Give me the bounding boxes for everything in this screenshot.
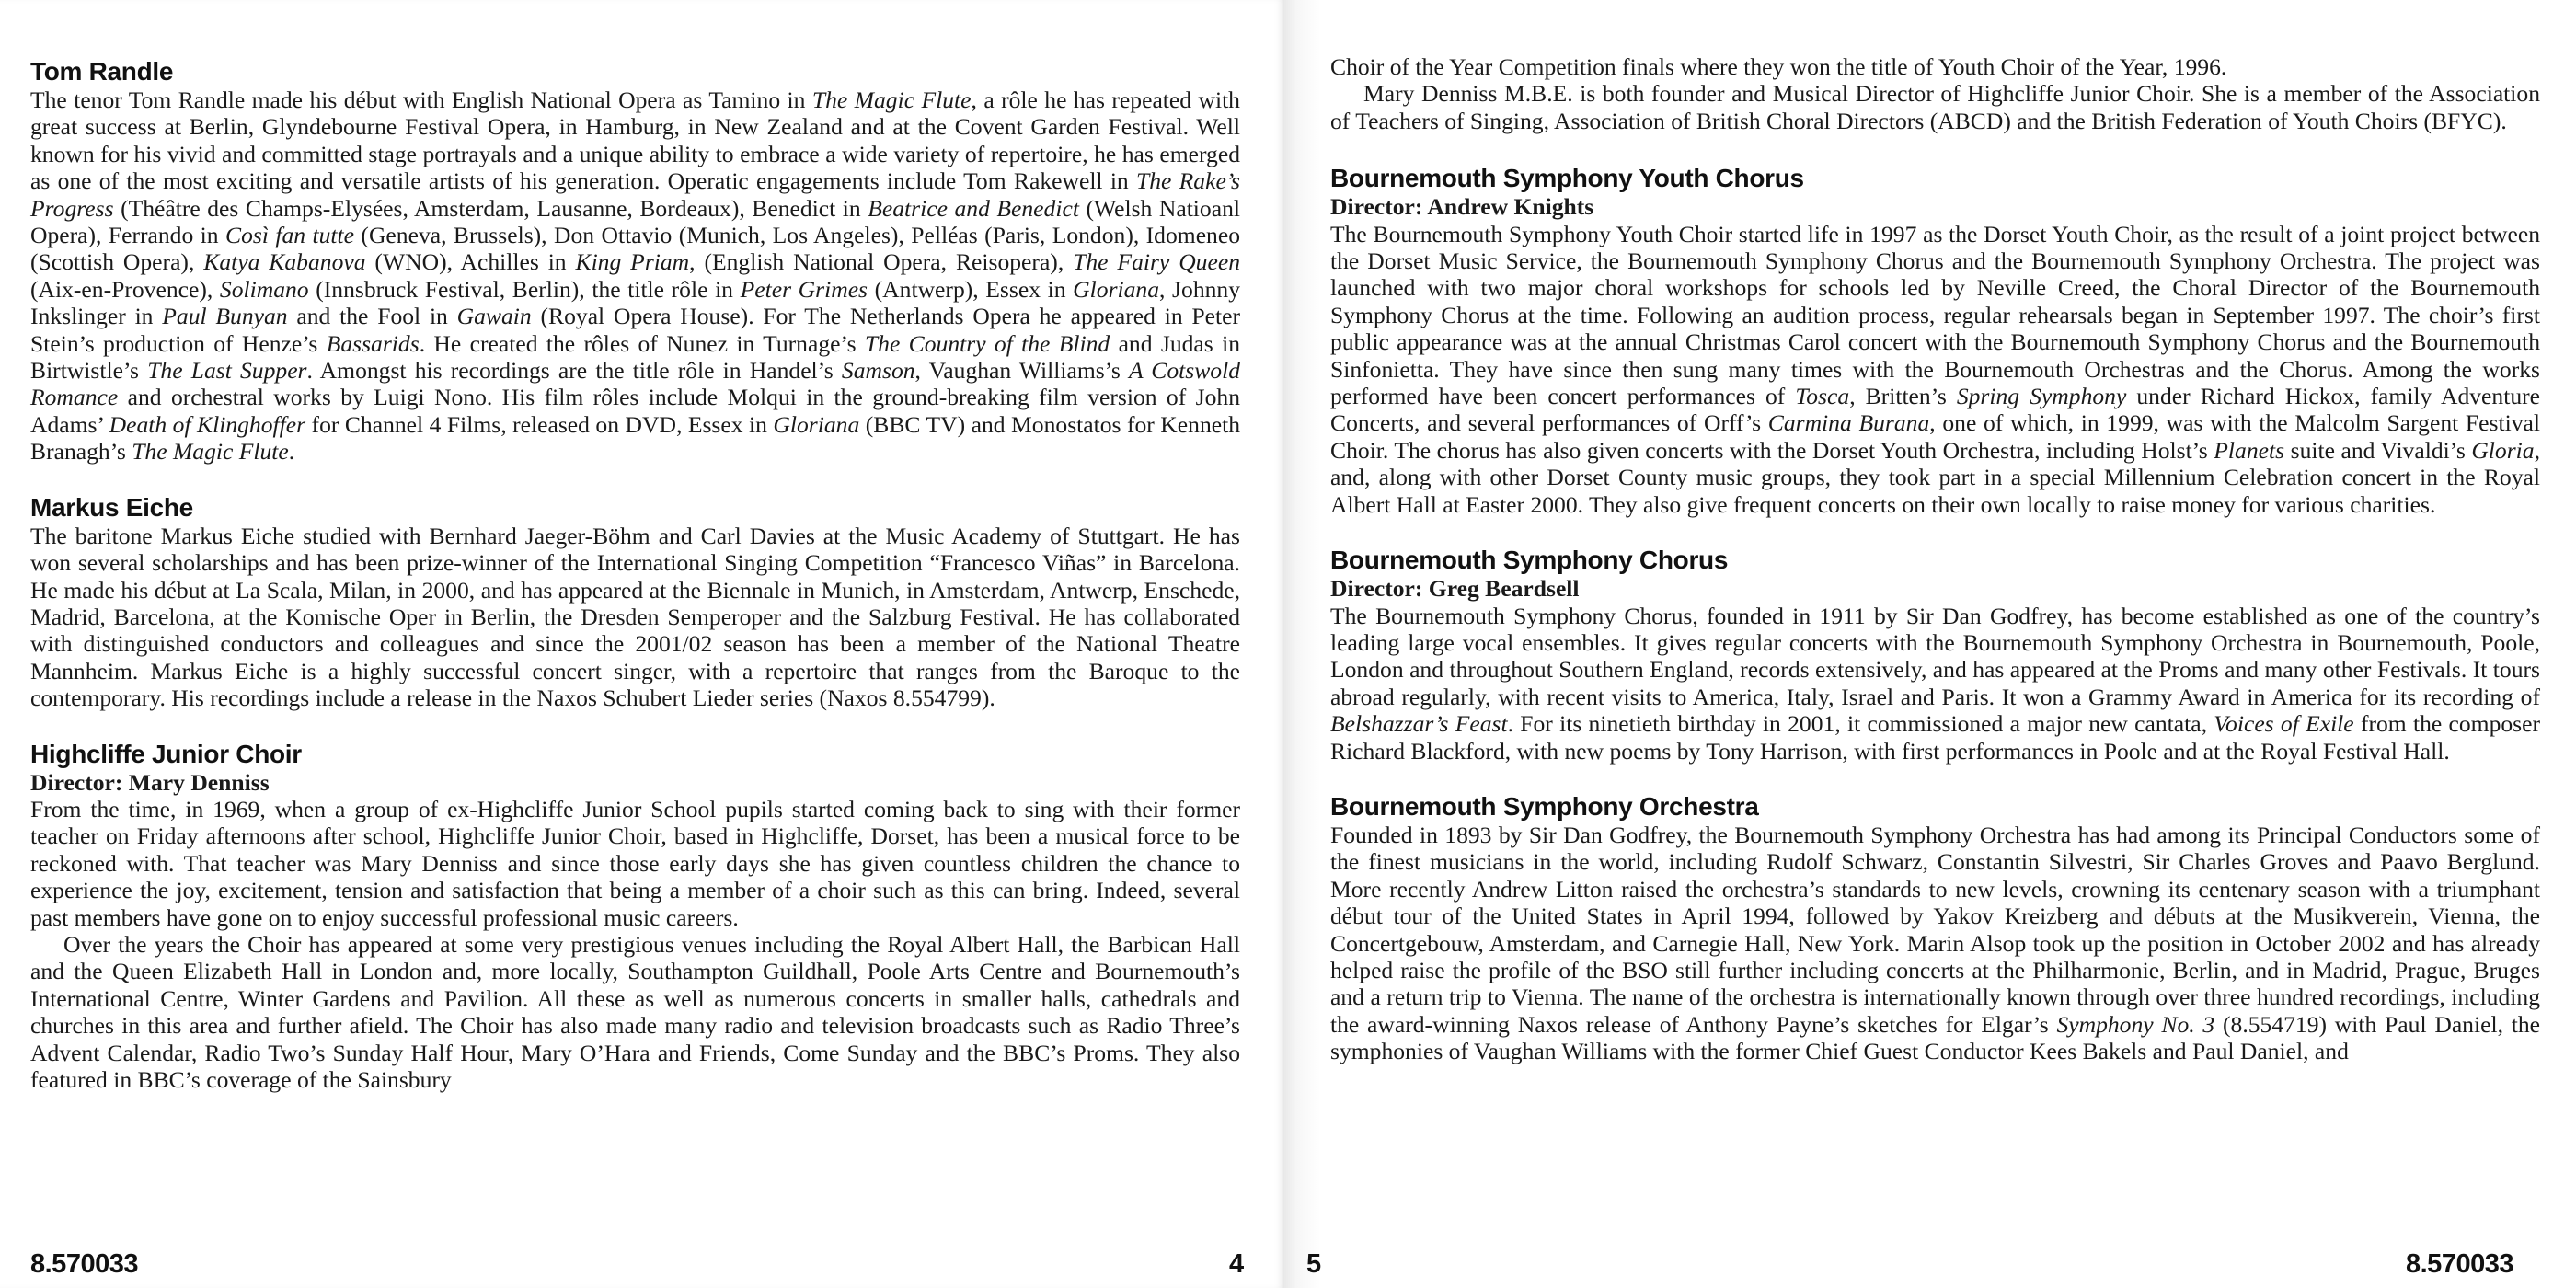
- work-title: The Last Supper: [147, 357, 307, 385]
- section-heading: Highcliffe Junior Choir: [30, 739, 302, 768]
- body-paragraph: From the time, in 1969, when a group of ex-Highcliffe Junior School pupils started coming back to sing with their former teacher on Friday afternoons after school, Highcliffe Junior Choir, based in Highcliffe, Dorset, has been a musical force to be reckoned with. That teacher was Mary Denniss and since those early days she has given countless children the chance to experience the joy, excitement, tension and satisfaction that being a member of a choir such as this can bring. Indeed, several past members have gone on to enjoy successful professional music careers.: [30, 795, 1240, 931]
- work-title: Planets: [2214, 436, 2285, 464]
- work-title: Samson: [841, 357, 915, 385]
- section-heading: Tom Randle: [30, 57, 174, 86]
- work-title: Gawain: [456, 303, 532, 330]
- work-title: Paul Bunyan: [162, 303, 288, 330]
- body-paragraph: The baritone Markus Eiche studied with Bernhard Jaeger-Böhm and Carl Davies at the Music Academy of Stuttgart. He has won several scholarships and has been prize-winner of the International Singing Competition “Francesco Viñas” in Barcelona. He made his début at La Scala, Milan, in 2000, and has appeared at the Biennale in Munich, in Amsterdam, Antwerp, Enschede, Madrid, Barcelona, at the Komische Oper in Berlin, the Dresden Semperoper and the Salzburg Festival. He has collaborated with distinguished conductors and colleagues and since the 2001/02 season has been a member of the National Theatre Mannheim. Markus Eiche is a highly successful concert singer, with a repertoire that ranges from the Baroque to the contemporary. His recordings include a release in the Naxos Schubert Lieder series (Naxos 8.554799).: [30, 522, 1240, 712]
- work-title: Tosca: [1795, 383, 1850, 410]
- work-title: Carmina Burana: [1767, 409, 1930, 437]
- work-title: Belshazzar’s Feast: [1330, 710, 1508, 738]
- work-title: The Country of the Blind: [864, 329, 1110, 357]
- section-bs-orchestra: [1330, 792, 2540, 1065]
- section-bs-chorus: [1330, 546, 2540, 765]
- work-title: Gloriana: [773, 410, 860, 438]
- page-number: 4: [1229, 1249, 1244, 1279]
- work-title: King Priam: [575, 248, 690, 276]
- section-markus-eiche: [30, 493, 1240, 712]
- body-paragraph: The Bournemouth Symphony Chorus, founded in 1911 by Sir Dan Godfrey, has become established as one of the country’s leading large vocal ensembles. It gives regular concerts with the Bournemouth Symphony Orchestra in Bournemouth, Poole, London and throughout Southern England, records extensively, and has appeared at the Proms and many other Festivals. It tours abroad regularly, with recent visits to America, Italy, Israel and Paris. It won a Grammy Award in America for its recording of Belshazzar’s Feast. For its ninetieth birthday in 2001, it commissioned a major new cantata, Voices of Exile from the composer Richard Blackford, with new poems by Tony Harrison, with first performances in Poole and at the Royal Festival Hall.: [1330, 602, 2541, 765]
- director-line: Director: Andrew Knights: [1330, 193, 1594, 221]
- body-paragraph: Mary Denniss M.B.E. is both founder and Musical Director of Highcliffe Junior Choir. She is a member of the Association of Teachers of Singing, Association of British Choral Directors (ABCD) and the British Federation of Youth Choirs (BFYC).: [1330, 80, 2540, 134]
- work-title: Voices of Exile: [2214, 710, 2354, 738]
- section-heading: Bournemouth Symphony Youth Chorus: [1330, 164, 1804, 193]
- work-title: Gloriana: [1073, 275, 1160, 303]
- section-continuation: [1330, 53, 2540, 134]
- section-heading: Bournemouth Symphony Chorus: [1330, 546, 1729, 575]
- body-paragraph: Founded in 1893 by Sir Dan Godfrey, the Bournemouth Symphony Orchestra has had among its Principal Conductors some of the finest musicians in the world, including Rudolf Schwarz, Constantin Silvestri, Sir Charles Groves and Paavo Berglund. More recently Andrew Litton raised the orchestra’s standards to new levels, crowning its centenary season with a triumphant début tour of the United States in April 1994, followed by Yakov Kreizberg and débuts at the Musikverein, Vienna, the Concertgebouw, Amsterdam, and Carnegie Hall, New York. Marin Alsop took up the position in October 2002 and has already helped raise the profile of the BSO still further including concerts at the Philharmonie, Berlin, and in Madrid, Prague, Bruges and a return trip to Vienna. The name of the orchestra is internationally known through over three hundred recordings, including the award-winning Naxos release of Anthony Payne’s sketches for Elgar’s Symphony No. 3 (8.554719) with Paul Daniel, the symphonies of Vaughan Williams with the former Chief Guest Conductor Kees Bakels and Paul Daniel, and: [1330, 821, 2540, 1065]
- work-title: Così fan tutte: [225, 222, 354, 249]
- catalog-number: 8.570033: [30, 1249, 138, 1279]
- catalog-number: 8.570033: [2406, 1249, 2513, 1279]
- page-number: 5: [1306, 1249, 1321, 1279]
- section-heading: Bournemouth Symphony Orchestra: [1330, 791, 1759, 821]
- work-title: Spring Symphony: [1956, 383, 2127, 410]
- work-title: Katya Kabanova: [203, 248, 366, 276]
- work-title: Bassarids: [326, 329, 420, 357]
- section-heading: Markus Eiche: [30, 492, 193, 522]
- body-paragraph: Over the years the Choir has appeared at some very prestigious venues including the Royal Albert Hall, the Barbican Hall and the Queen Elizabeth Hall in London and, more locally, Southampton Guildhall, Poole Arts Centre and Bournemouth’s International Centre, Winter Gardens and Pavilion. All these as well as numerous concerts in smaller halls, cathedrals and churches in this area and further afield. The Choir has also made many radio and television broadcasts such as Radio Three’s Advent Calendar, Radio Two’s Sunday Half Hour, Mary O’Hara and Friends, Come Sunday and the BBC’s Proms. They also featured in BBC’s coverage of the Sainsbury: [30, 930, 1240, 1093]
- booklet-page-left: [0, 0, 1283, 1288]
- body-paragraph: Choir of the Year Competition finals where they won the title of Youth Choir of the Year, 1996.: [1330, 53, 2227, 80]
- work-title: Beatrice and Benedict: [868, 194, 1079, 222]
- work-title: A Cotswold Romance: [30, 357, 1241, 411]
- section-bsyc: [1330, 164, 2540, 518]
- left-column: [30, 57, 1240, 1121]
- section-highcliffe-junior-choir: [30, 740, 1240, 1094]
- work-title: Death of Klinghoffer: [109, 410, 306, 438]
- booklet-page-right: [1283, 0, 2576, 1288]
- body-paragraph: The Bournemouth Symphony Youth Choir started life in 1997 as the Dorset Youth Choir, as the result of a joint project between the Dorset Music Service, the Bournemouth Symphony Chorus and the Bournemouth Symphony Orchestra. The project was launched with two major choral workshops for schools led by Neville Creed, the Choral Director of the Bournemouth Symphony Chorus at the time. Following an audition process, regular rehearsals began in September 1997. The choir’s first public appearance was at the annual Christmas Carol concert with the Bournemouth Symphony Chorus and the Bournemouth Sinfonietta. They have since then sung many times with the Bournemouth Orchestras and the Chorus. Among the works performed have been concert performances of Tosca, Britten’s Spring Symphony under Richard Hickox, family Adventure Concerts, and several performances of Orff’s Carmina Burana, one of which, in 1999, was with the Malcolm Sargent Festival Choir. The chorus has also given concerts with the Dorset Youth Orchestra, including Holst’s Planets suite and Vivaldi’s Gloria, and, along with other Dorset County music groups, they took part in a special Millennium Celebration concert in the Royal Albert Hall at Easter 2000. They also give frequent concerts on their own locally to raise money for various charities.: [1330, 220, 2540, 518]
- work-title: The Rake’s Progress: [30, 167, 1240, 222]
- work-title: Gloria: [2471, 436, 2535, 464]
- right-column: [1330, 53, 2540, 1093]
- work-title: Symphony No. 3: [2056, 1010, 2215, 1038]
- work-title: The Magic Flute: [811, 86, 972, 113]
- work-title: The Magic Flute: [132, 438, 289, 466]
- section-tom-randle: [30, 57, 1240, 466]
- body-paragraph: The tenor Tom Randle made his début with English National Opera as Tamino in The Magic Flute, a rôle he has repeated with great success at Berlin, Glyndebourne Festival Opera, in Hamburg, in New Zealand and at the Covent Garden Festival. Well known for his vivid and committed stage portrayals and a unique ability to embrace a wide variety of repertoire, he has emerged as one of the most exciting and versatile artists of his generation. Operatic engagements include Tom Rakewell in The Rake’s Progress (Théâtre des Champs-Elysées, Amsterdam, Lausanne, Bordeaux), Benedict in Beatrice and Benedict (Welsh Natioanl Opera), Ferrando in Così fan tutte (Geneva, Brussels), Don Ottavio (Munich, Los Angeles), Pelléas (Paris, London), Idomeneo (Scottish Opera), Katya Kabanova (WNO), Achilles in King Priam, (English National Opera, Reisopera), The Fairy Queen (Aix-en-Provence), Solimano (Innsbruck Festival, Berlin), the title rôle in Peter Grimes (Antwerp), Essex in Gloriana, Johnny Inkslinger in Paul Bunyan and the Fool in Gawain (Royal Opera House). For The Netherlands Opera he appeared in Peter Stein’s production of Henze’s Bassarids. He created the rôles of Nunez in Turnage’s The Country of the Blind and Judas in Birtwistle’s The Last Supper. Amongst his recordings are the title rôle in Handel’s Samson, Vaughan Williams’s A Cotswold Romance and orchestral works by Luigi Nono. His film rôles include Molqui in the ground-breaking film version of John Adams’ Death of Klinghoffer for Channel 4 Films, released on DVD, Essex in Gloriana (BBC TV) and Monostatos for Kenneth Branagh’s The Magic Flute.: [30, 86, 1241, 466]
- director-line: Director: Mary Denniss: [30, 768, 270, 796]
- director-line: Director: Greg Beardsell: [1330, 575, 1580, 603]
- work-title: Solimano: [219, 275, 309, 303]
- work-title: The Fairy Queen: [1073, 248, 1240, 276]
- work-title: Peter Grimes: [740, 275, 868, 303]
